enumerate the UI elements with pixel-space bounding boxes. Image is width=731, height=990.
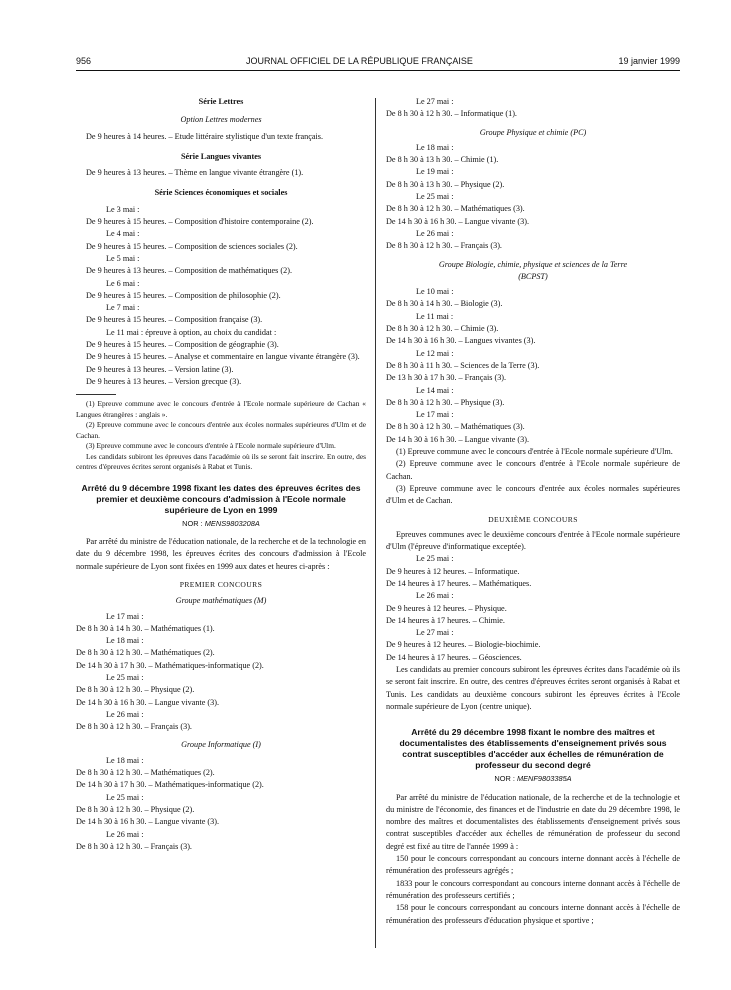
schedule-date: Le 26 mai :	[416, 591, 454, 601]
schedule-entry: De 9 heures à 12 heures. – Informatique.	[386, 566, 520, 576]
arrete-2-item: 158 pour le concours correspondant au concours interne donnant accès à l'échelle de rémunération des professeurs d'éducation physique et sportive ;	[386, 903, 680, 925]
nor-ref: MENS9803208A	[204, 518, 260, 528]
arrete-1-title: Arrêté du 9 décembre 1998 fixant les dates des épreuves écrites des premier et deuxième concours d'admission à l'Ecole normale supérieure de Lyon en 1999	[81, 482, 361, 515]
page-header	[76, 56, 680, 70]
schedule-date: Le 10 mai :	[416, 287, 454, 297]
footnote: (2) Epreuve commune avec le concours d'entrée aux écoles normales supérieures d'Ulm et de Cachan.	[76, 420, 366, 440]
schedule-entry: De 8 h 30 à 12 h 30. – Physique (3).	[386, 397, 505, 407]
deuxieme-intro: Epreuves communes avec le deuxième concours d'entrée à l'Ecole normale supérieure d'Ulm (l'épreuve d'informatique exceptée).	[386, 529, 680, 552]
serie-ses-title: Série Sciences économiques et sociales	[154, 188, 288, 198]
group-notes	[386, 446, 680, 507]
option-lettres: Option Lettres modernes	[180, 115, 262, 125]
footnote-note: Les candidats subiront les épreuves dans l'académie où ils se seront fait inscrire. En outre, des centres d'épreuves écrites seront organisés à Rabat et Tunis.	[76, 451, 366, 472]
footnote: (3) Epreuve commune avec le concours d'entrée à l'Ecole normale supérieure d'Ulm.	[86, 441, 336, 451]
schedule-date: Le 18 mai :	[416, 142, 454, 152]
schedule-entry: De 14 heures à 17 heures. – Mathématiques.	[386, 578, 532, 588]
schedule-entry: De 8 h 30 à 14 h 30. – Biologie (3).	[386, 299, 503, 309]
schedule-entry: De 9 heures à 15 heures. – Analyse et commentaire en langue vivante étrangère (3).	[86, 352, 360, 362]
schedule-entry: De 8 h 30 à 12 h 30. – Mathématiques (2).	[76, 648, 215, 658]
arrete-2-item: 150 pour le concours correspondant au concours interne donnant accès à l'échelle de rémunération des professeurs agrégés ;	[386, 854, 680, 876]
deuxieme-concours: DEUXIÈME CONCOURS	[488, 514, 578, 524]
schedule-date: Le 18 mai :	[106, 636, 144, 646]
header-rule	[76, 70, 680, 71]
serie-ses-schedule	[76, 204, 366, 388]
arrete-2-title: Arrêté du 29 décembre 1998 fixant le nombre des maîtres et documentalistes des établissements d'enseignement privés sous contrat susceptibles d'accéder aux échelles de rémunération de professeur du second degré	[399, 727, 667, 771]
schedule-entry: De 9 heures à 15 heures. – Composition de géographie (3).	[86, 340, 279, 350]
schedule-entry: De 14 heures à 17 heures. – Chimie.	[386, 615, 505, 625]
footnote-separator	[76, 394, 116, 395]
schedule-entry: De 14 heures à 17 heures. – Géosciences.	[386, 652, 522, 662]
schedule-entry: De 8 h 30 à 12 h 30. – Français (3).	[76, 722, 192, 732]
serie-langues-title: Série Langues vivantes	[180, 151, 262, 161]
schedule-entry: De 14 h 30 à 16 h 30. – Langue vivante (3).	[386, 216, 530, 226]
deuxieme-text: Les candidats au premier concours subiront les épreuves écrites dans l'académie où ils se seront fait inscrire. En outre, des centres d'épreuves écrites seront organisés à Rabat et Tunis. Les candidats au deuxième concours subiront les épreuves écrites à l'Ecole normale supérieure de Lyon (centre unique).	[386, 665, 680, 711]
schedule-entry: De 9 heures à 12 heures. – Physique.	[386, 603, 507, 613]
note: (3) Epreuve commune avec le concours d'entrée aux écoles normales supérieures d'Ulm et de Cachan.	[386, 483, 680, 506]
schedule-entry: De 14 h 30 à 16 h 30. – Langues vivantes (3).	[386, 336, 536, 346]
schedule-date: Le 17 mai :	[416, 410, 454, 420]
schedule-date: Le 26 mai :	[106, 709, 144, 719]
premier-concours: PREMIER CONCOURS	[179, 579, 263, 589]
schedule-entry: De 9 heures à 15 heures. – Composition de sciences sociales (2).	[86, 241, 298, 251]
arrete-1-nor	[76, 518, 366, 530]
serie-lettres-title: Série Lettres	[198, 97, 244, 106]
schedule-date: Le 25 mai :	[106, 673, 144, 682]
schedule-date: Le 18 mai :	[106, 755, 144, 765]
nor-label: NOR :	[494, 774, 515, 784]
schedule-entry: De 14 h 30 à 17 h 30. – Mathématiques-informatique (2).	[76, 780, 264, 790]
note: (1) Epreuve commune avec le concours d'entrée à l'Ecole normale supérieure d'Ulm.	[396, 447, 673, 457]
schedule-date: Le 25 mai :	[416, 554, 454, 564]
groupe-i-title: Groupe Informatique (I)	[181, 740, 261, 750]
schedule-entry: De 14 h 30 à 16 h 30. – Langue vivante (3).	[76, 817, 220, 827]
schedule-date: Le 7 mai :	[106, 303, 140, 313]
schedule-entry: De 8 h 30 à 12 h 30. – Informatique (1).	[386, 109, 517, 119]
note: (2) Epreuve commune avec le concours d'entrée à l'Ecole normale supérieure de Cachan.	[386, 459, 680, 481]
schedule-entry: De 14 h 30 à 16 h 30. – Langue vivante (3).	[76, 697, 220, 707]
nor-ref: MENF9803385A	[516, 774, 572, 784]
schedule-date: Le 12 mai :	[416, 348, 454, 358]
left-column	[76, 96, 366, 853]
arrete-1-text: Par arrêté du ministre de l'éducation nationale, de la recherche et de la technologie en date du 9 décembre 1998, les épreuves écrites des concours d'admission à l'Ecole normale supérieure de Lyon sont fixées en 1999 aux dates et heures ci-après :	[76, 537, 366, 571]
schedule-date: Le 26 mai :	[106, 829, 144, 839]
groupe-m-schedule	[76, 611, 366, 734]
column-divider	[375, 98, 376, 948]
schedule-date: Le 5 mai :	[106, 253, 140, 263]
schedule-entry: De 9 heures à 13 heures. – Version grecque (3).	[86, 376, 242, 386]
schedule-entry: De 8 h 30 à 14 h 30. – Mathématiques (1).	[76, 623, 215, 633]
schedule-date: Le 27 mai :	[416, 97, 454, 106]
arrete-2-item: 1833 pour le concours correspondant au concours interne donnant accès à l'échelle de rémunération des professeurs certifiés ;	[386, 878, 680, 900]
deuxieme-schedule	[386, 553, 680, 664]
schedule-entry: De 8 h 30 à 13 h 30. – Chimie (1).	[386, 155, 499, 165]
schedule-entry: De 8 h 30 à 12 h 30. – Mathématiques (2).	[76, 768, 215, 778]
schedule-entry: De 8 h 30 à 12 h 30. – Français (3).	[76, 841, 192, 851]
serie-lettres-text: De 9 heures à 14 heures. – Etude littéraire stylistique d'un texte français.	[86, 131, 324, 141]
nor-label: NOR :	[182, 518, 203, 528]
journal-title: JOURNAL OFFICIEL DE LA RÉPUBLIQUE FRANÇAISE	[246, 56, 473, 66]
schedule-date: Le 14 mai :	[416, 385, 454, 395]
groupe-m-title: Groupe mathématiques (M)	[175, 596, 267, 606]
schedule-entry: De 8 h 30 à 12 h 30. – Mathématiques (3).	[386, 422, 525, 432]
arrete-2-nor	[386, 773, 680, 785]
schedule-entry: De 13 h 30 à 17 h 30. – Français (3).	[386, 373, 507, 383]
schedule-entry: De 8 h 30 à 12 h 30. – Physique (2).	[76, 685, 195, 695]
schedule-date: Le 25 mai :	[106, 792, 144, 802]
schedule-date: Le 17 mai :	[106, 611, 144, 621]
schedule-entry: De 8 h 30 à 11 h 30. – Sciences de la Terre (3).	[386, 360, 540, 370]
serie-langues-text: De 9 heures à 13 heures. – Thème en langue vivante étrangère (1).	[86, 168, 304, 178]
issue-date: 19 janvier 1999	[618, 56, 680, 66]
footnote: (1) Epreuve commune avec le concours d'entrée à l'Ecole normale supérieure de Cachan « Langues étrangères : anglais ».	[76, 399, 366, 419]
schedule-date: Le 25 mai :	[416, 192, 454, 202]
schedule-date: Le 26 mai :	[416, 228, 454, 238]
groupe-bcpst-title: Groupe Biologie, chimie, physique et sciences de la Terre (BCPST)	[438, 259, 628, 281]
schedule-entry: De 9 heures à 13 heures. – Composition de mathématiques (2).	[86, 266, 293, 276]
groupe-bcpst-schedule	[386, 286, 680, 446]
schedule-entry: De 14 h 30 à 16 h 30. – Langue vivante (3).	[386, 434, 530, 444]
schedule-entry: De 8 h 30 à 13 h 30. – Physique (2).	[386, 179, 505, 189]
schedule-date: Le 11 mai :	[416, 311, 454, 321]
schedule-date: Le 19 mai :	[416, 167, 454, 177]
right-column	[386, 96, 680, 927]
schedule-entry: De 9 heures à 15 heures. – Composition de philosophie (2).	[86, 290, 281, 300]
footnotes	[76, 399, 366, 473]
schedule-date: Le 27 mai :	[416, 628, 454, 638]
arrete-2-text: Par arrêté du ministre de l'éducation nationale, de la recherche et de la technologie et du ministre de l'économie, des finances et de l'industrie en date du 29 décembre 1998, le nombre des maîtres et documentalistes des établissements d'enseignement privés sous contrat susceptibles d'accéder aux échelles de rémunération de professeur du second degré est fixé au titre de l'année 1999 à :	[386, 792, 680, 851]
schedule-entry: De 14 h 30 à 17 h 30. – Mathématiques-informatique (2).	[76, 660, 264, 670]
schedule-date: Le 6 mai :	[106, 278, 140, 288]
groupe-i-schedule	[76, 755, 366, 853]
groupe-pc-title: Groupe Physique et chimie (PC)	[479, 127, 587, 137]
schedule-entry: De 9 heures à 15 heures. – Composition d'histoire contemporaine (2).	[86, 217, 314, 227]
schedule-entry: De 8 h 30 à 12 h 30. – Chimie (3).	[386, 324, 499, 334]
schedule-date: Le 11 mai : épreuve à option, au choix du candidat :	[106, 327, 277, 337]
schedule-entry: De 9 heures à 12 heures. – Biologie-biochimie.	[386, 640, 541, 650]
schedule-entry: De 8 h 30 à 12 h 30. – Mathématiques (3).	[386, 204, 525, 214]
schedule-entry: De 8 h 30 à 12 h 30. – Physique (2).	[76, 804, 195, 814]
schedule-entry: De 8 h 30 à 12 h 30. – Français (3).	[386, 241, 502, 251]
page-number: 956	[76, 56, 92, 66]
schedule-date: Le 3 mai :	[106, 204, 140, 214]
schedule-date: Le 4 mai :	[106, 229, 140, 239]
schedule-entry: De 9 heures à 13 heures. – Version latine (3).	[86, 364, 234, 374]
schedule-entry: De 9 heures à 15 heures. – Composition française (3).	[86, 315, 263, 325]
groupe-pc-schedule	[386, 142, 680, 253]
